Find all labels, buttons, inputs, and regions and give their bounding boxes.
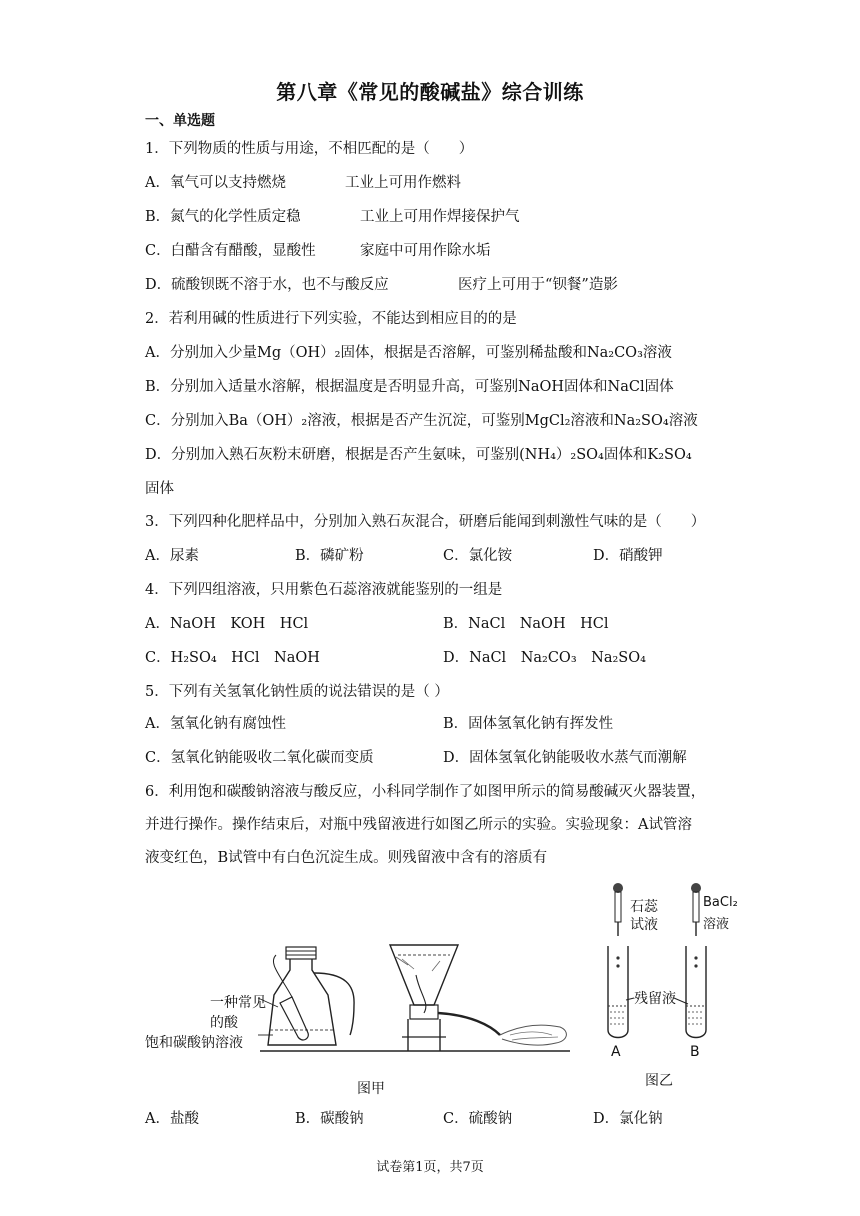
question-1-stem: 1．下列物质的性质与用途，不相匹配的是（ ） (145, 141, 474, 157)
q1-option-b-use: 工业上可用作焊接保护气 (360, 209, 520, 225)
q1-option-a-use: 工业上可用作燃料 (345, 175, 461, 191)
label-acid-1: 一种常见 (210, 995, 266, 1011)
q4-option-a: A．NaOH KOH HCl (145, 616, 309, 632)
page-title: 第八章《常见的酸碱盐》综合训练 (276, 80, 584, 104)
figure-test-tubes (600, 880, 780, 1060)
q1-option-c-use: 家庭中可用作除水垢 (360, 243, 491, 259)
q3-option-c: C．氯化铵 (443, 548, 513, 564)
q5-option-c: C．氢氧化钠能吸收二氧化碳而变质 (145, 750, 374, 766)
q1-option-d-use: 医疗上可用于“钡餐”造影 (458, 277, 618, 293)
q1-option-d: D．硫酸钡既不溶于水，也不与酸反应 (145, 277, 389, 293)
q1-option-b: B．氮气的化学性质定稳 (145, 209, 301, 225)
q6-option-d: D．氯化钠 (593, 1111, 663, 1127)
label-reagent-2-line-1: BaCl₂ (703, 895, 738, 910)
caption-figure-b: 图乙 (645, 1073, 673, 1089)
label-reagent-1-line-2: 试液 (630, 917, 658, 933)
section-heading: 一、单选题 (145, 113, 215, 129)
q2-option-d: D．分别加入熟石灰粉末研磨，根据是否产生氨味，可鉴别(NH₄）₂SO₄固体和K₂SO₄ (145, 447, 692, 463)
question-5-stem: 5．下列有关氢氧化钠性质的说法错误的是（ ） (145, 684, 449, 700)
q3-option-d: D．硝酸钾 (593, 548, 663, 564)
q1-option-a: A．氧气可以支持燃烧 (145, 175, 286, 191)
page-footer: 试卷第1页，共7页 (376, 1160, 484, 1175)
q3-option-a: A．尿素 (145, 548, 199, 564)
q4-option-d: D．NaCl Na₂CO₃ Na₂SO₄ (443, 650, 646, 666)
label-reagent-1-line-1: 石蕊 (630, 899, 658, 915)
label-residue: 残留液 (634, 991, 676, 1007)
question-4-stem: 4．下列四组溶液，只用紫色石蕊溶液就能鉴别的一组是 (145, 582, 503, 598)
q4-option-c: C．H₂SO₄ HCl NaOH (145, 650, 320, 666)
label-tube-b: B (690, 1044, 700, 1060)
label-tube-a: A (611, 1044, 621, 1060)
question-6-stem-1: 6．利用饱和碳酸钠溶液与酸反应，小科同学制作了如图甲所示的简易酸碱灭火器装置， (145, 784, 706, 800)
q2-option-a: A．分别加入少量Mg（OH）₂固体，根据是否溶解，可鉴别稀盐酸和Na₂CO₃溶液 (145, 345, 672, 361)
question-6-stem-2: 并进行操作。操作结束后，对瓶中残留液进行如图乙所示的实验。实验现象：A试管溶 (145, 817, 692, 833)
q6-option-a: A．盐酸 (145, 1111, 199, 1127)
label-acid-2: 的酸 (210, 1015, 238, 1031)
caption-figure-a: 图甲 (357, 1081, 385, 1097)
label-reagent-2-line-2: 溶液 (703, 917, 730, 932)
q3-option-b: B．磷矿粉 (295, 548, 364, 564)
q5-option-a: A．氢氧化钠有腐蚀性 (145, 716, 286, 732)
q5-option-b: B．固体氢氧化钠有挥发性 (443, 716, 614, 732)
label-solution: 饱和碳酸钠溶液 (145, 1035, 243, 1051)
q5-option-d: D．固体氢氧化钠能吸收水蒸气而潮解 (443, 750, 687, 766)
q2-option-d-cont: 固体 (145, 481, 174, 497)
question-3-stem: 3．下列四种化肥样品中，分别加入熟石灰混合，研磨后能闻到刺激性气味的是（ ） (145, 514, 706, 530)
q4-option-b: B．NaCl NaOH HCl (443, 616, 609, 632)
figure-apparatus (140, 885, 600, 1100)
question-2-stem: 2．若利用碱的性质进行下列实验，不能达到相应目的的是 (145, 311, 517, 327)
question-6-stem-3: 液变红色，B试管中有白色沉淀生成。则残留液中含有的溶质有 (145, 850, 548, 866)
q1-option-c: C．白醋含有醋酸，显酸性 (145, 243, 316, 259)
q6-option-b: B．碳酸钠 (295, 1111, 364, 1127)
q2-option-b: B．分别加入适量水溶解，根据温度是否明显升高，可鉴别NaOH固体和NaCl固体 (145, 379, 674, 395)
q6-option-c: C．硫酸钠 (443, 1111, 513, 1127)
q2-option-c: C．分别加入Ba（OH）₂溶液，根据是否产生沉淀，可鉴别MgCl₂溶液和Na₂SO₄溶液 (145, 413, 698, 429)
